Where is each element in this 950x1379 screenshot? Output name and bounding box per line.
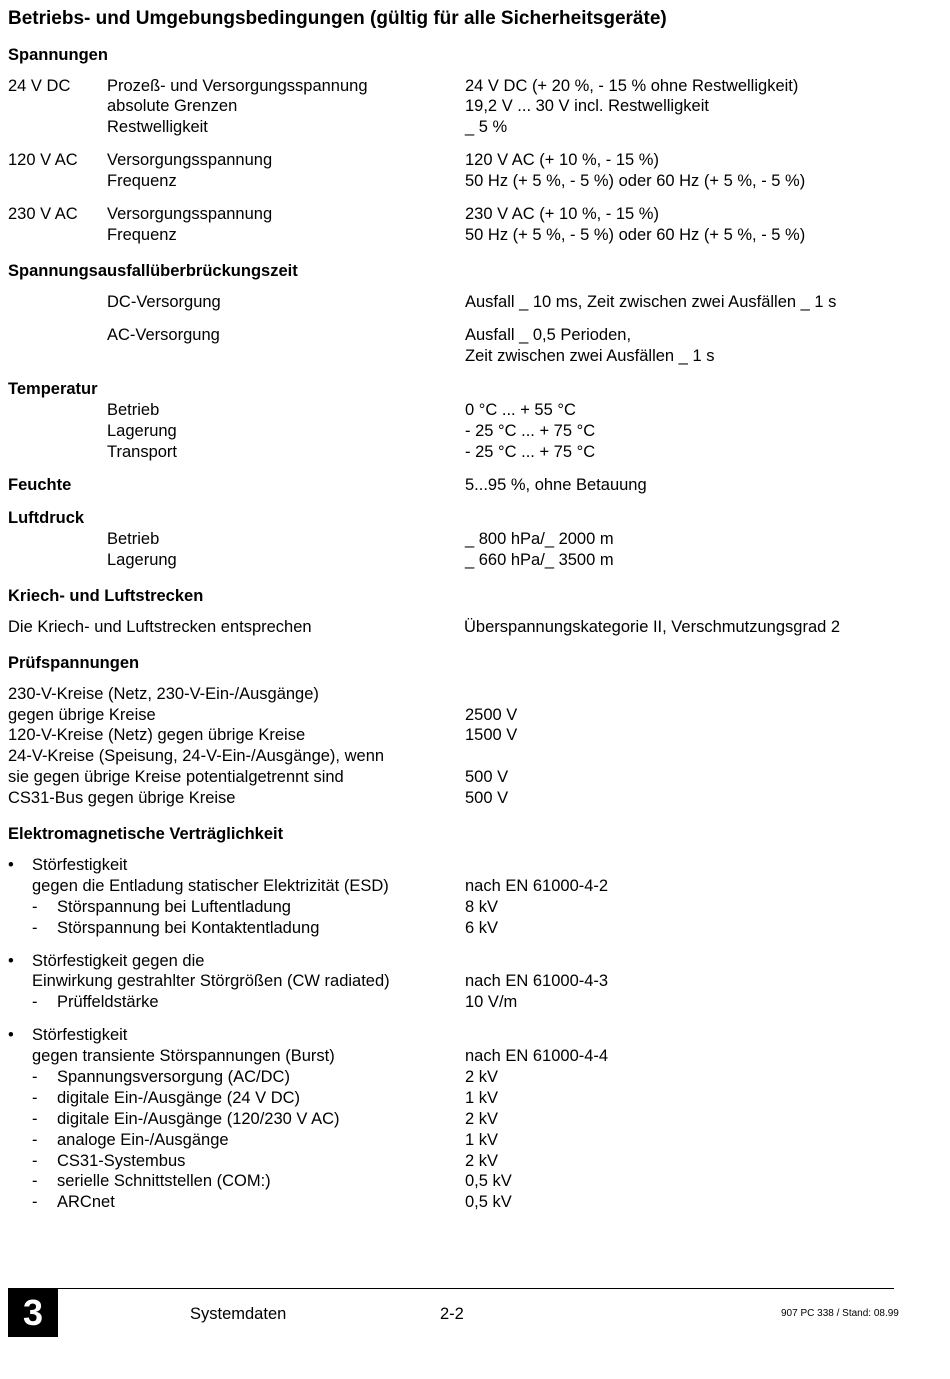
section-heading-temperatur: Temperatur [8,380,98,398]
param-value: nach EN 61000-4-2 [465,877,609,895]
sub-item-label: analoge Ein-/Ausgänge [57,1131,229,1149]
dash-icon: - [32,898,38,916]
param-label: 24-V-Kreise (Speisung, 24-V-Ein-/Ausgänge), wenn [8,747,385,765]
list-item-label: Störfestigkeit gegen die [32,952,205,970]
param-label: Die Kriech- und Luftstrecken entsprechen [8,618,312,636]
sub-item-label: Prüffeldstärke [57,993,159,1011]
param-value: - 25 °C ... + 75 °C [465,443,596,461]
param-value: 1500 V [465,726,518,744]
param-label: gegen übrige Kreise [8,706,156,724]
row-label-230vac: 230 V AC [8,205,78,223]
list-item-label: Einwirkung gestrahlter Störgrößen (CW radiated) [32,972,390,990]
param-value: 500 V [465,768,509,786]
list-item-label: gegen transiente Störspannungen (Burst) [32,1047,335,1065]
param-value: _ 5 % [465,118,508,136]
param-label: 120-V-Kreise (Netz) gegen übrige Kreise [8,726,306,744]
param-value: 1 kV [465,1089,499,1107]
param-value: 24 V DC (+ 20 %, - 15 % ohne Restwelligkeit) [465,77,799,95]
param-label: Restwelligkeit [107,118,208,136]
param-label: absolute Grenzen [107,97,238,115]
sub-item-label: Störspannung bei Kontaktentladung [57,919,320,937]
section-heading-feuchte: Feuchte [8,476,72,494]
dash-icon: - [32,993,38,1011]
param-value: 2500 V [465,706,518,724]
param-value: 5...95 %, ohne Betauung [465,476,647,494]
param-value: Ausfall _ 0,5 Perioden, [465,326,632,344]
param-label: sie gegen übrige Kreise potentialgetrennt sind [8,768,344,786]
footer-document-id: 907 PC 338 / Stand: 08.99 [781,1308,899,1319]
param-label: Frequenz [107,226,177,244]
footer-page-number: 2-2 [440,1305,464,1323]
param-value: 230 V AC (+ 10 %, - 15 %) [465,205,659,223]
param-label: AC-Versorgung [107,326,220,344]
param-label: Versorgungsspannung [107,151,273,169]
dash-icon: - [32,1068,38,1086]
bullet-icon: • [8,856,14,874]
param-value: 2 kV [465,1152,499,1170]
param-label: Lagerung [107,422,177,440]
sub-item-label: ARCnet [57,1193,115,1211]
sub-item-label: CS31-Systembus [57,1152,186,1170]
param-value: Überspannungskategorie II, Verschmutzungsgrad 2 [464,618,841,636]
section-heading-ausfall: Spannungsausfallüberbrückungszeit [8,262,298,280]
param-label: Betrieb [107,401,160,419]
param-value: 0,5 kV [465,1172,512,1190]
param-value: 8 kV [465,898,499,916]
param-value: 50 Hz (+ 5 %, - 5 %) oder 60 Hz (+ 5 %, - 5 %) [465,172,806,190]
dash-icon: - [32,1131,38,1149]
sub-item-label: Störspannung bei Luftentladung [57,898,291,916]
param-value: 1 kV [465,1131,499,1149]
param-value: 2 kV [465,1068,499,1086]
dash-icon: - [32,1110,38,1128]
param-value: 19,2 V ... 30 V incl. Restwelligkeit [465,97,709,115]
param-value: Zeit zwischen zwei Ausfällen _ 1 s [465,347,715,365]
list-item-label: gegen die Entladung statischer Elektrizität (ESD) [32,877,389,895]
dash-icon: - [32,1089,38,1107]
section-heading-kriech: Kriech- und Luftstrecken [8,587,204,605]
bullet-icon: • [8,952,14,970]
footer-divider [8,1288,894,1289]
param-value: - 25 °C ... + 75 °C [465,422,596,440]
list-item-label: Störfestigkeit [32,1026,128,1044]
section-heading-luftdruck: Luftdruck [8,509,85,527]
param-value: _ 800 hPa/_ 2000 m [465,530,614,548]
dash-icon: - [32,1152,38,1170]
dash-icon: - [32,1193,38,1211]
param-value: nach EN 61000-4-4 [465,1047,609,1065]
param-label: Transport [107,443,177,461]
param-value: 500 V [465,789,509,807]
chapter-number-badge: 3 [8,1289,58,1337]
list-item-label: Störfestigkeit [32,856,128,874]
param-label: DC-Versorgung [107,293,221,311]
section-heading-emv: Elektromagnetische Verträglichkeit [8,825,284,843]
param-value: 0 °C ... + 55 °C [465,401,576,419]
param-label: Versorgungsspannung [107,205,273,223]
dash-icon: - [32,919,38,937]
param-value: 10 V/m [465,993,518,1011]
param-value: 120 V AC (+ 10 %, - 15 %) [465,151,659,169]
row-label-120vac: 120 V AC [8,151,78,169]
section-heading-pruef: Prüfspannungen [8,654,140,672]
param-label: CS31-Bus gegen übrige Kreise [8,789,236,807]
param-value: 50 Hz (+ 5 %, - 5 %) oder 60 Hz (+ 5 %, - 5 %) [465,226,806,244]
param-value: _ 660 hPa/_ 3500 m [465,551,614,569]
dash-icon: - [32,1172,38,1190]
param-value: nach EN 61000-4-3 [465,972,609,990]
bullet-icon: • [8,1026,14,1044]
param-value: 6 kV [465,919,499,937]
footer-section-title: Systemdaten [190,1305,287,1323]
param-value: 0,5 kV [465,1193,512,1211]
param-value: Ausfall _ 10 ms, Zeit zwischen zwei Ausfällen _ 1 s [465,293,837,311]
row-label-24vdc: 24 V DC [8,77,71,95]
param-label: Lagerung [107,551,177,569]
param-value: 2 kV [465,1110,499,1128]
param-label: Betrieb [107,530,160,548]
param-label: 230-V-Kreise (Netz, 230-V-Ein-/Ausgänge) [8,685,319,703]
param-label: Prozeß- und Versorgungsspannung [107,77,368,95]
section-heading-spannungen: Spannungen [8,46,108,64]
sub-item-label: Spannungsversorgung (AC/DC) [57,1068,290,1086]
sub-item-label: digitale Ein-/Ausgänge (24 V DC) [57,1089,301,1107]
sub-item-label: serielle Schnittstellen (COM:) [57,1172,271,1190]
sub-item-label: digitale Ein-/Ausgänge (120/230 V AC) [57,1110,340,1128]
page-title: Betriebs- und Umgebungsbedingungen (gültig für alle Sicherheitsgeräte) [8,8,667,29]
param-label: Frequenz [107,172,177,190]
